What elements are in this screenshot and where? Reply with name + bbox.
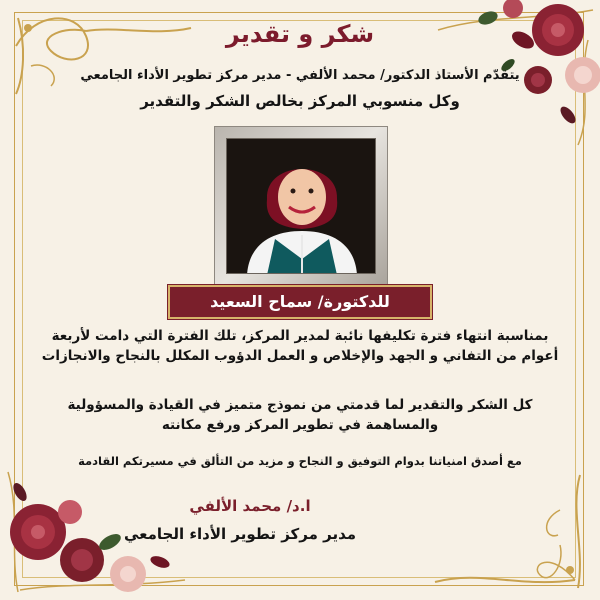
- portrait-illustration: [227, 139, 376, 274]
- portrait-photo: [226, 138, 376, 274]
- signature-name: ا.د/ محمد الألفي: [189, 497, 311, 515]
- wishes-line: مع أصدق امنياتنا بدوام التوفيق و النجاح و مزيد من التألق في مسيرتكم القادمة: [78, 454, 522, 468]
- honoree-name-banner: [168, 285, 432, 319]
- intro-line-1: يتقدّم الأستاذ الدكتور/ محمد الألفي - مدير مركز تطوير الأداء الجامعي: [80, 68, 520, 83]
- body-paragraph-1: بمناسبة انتهاء فترة تكليفها نائبة لمدير المركز، تلك الفترة التي دامت لأربعة أعوام من التفاني و الجهد والإخلاص و العمل الدؤوب المكلل بالنجاح والانجازات: [41, 328, 559, 364]
- portrait-frame: [214, 126, 388, 286]
- honoree-name: للدكتورة/ سماح السعيد: [210, 292, 390, 311]
- body-paragraph-2: كل الشكر والتقدير لما قدمتي من نموذج متميز في القيادة والمسؤولية والمساهمة في تطوير المركز ورفع مكانته: [67, 397, 533, 433]
- gold-flourish-bottom-right: [430, 470, 595, 595]
- certificate-title: شكر و تقدير: [225, 20, 375, 48]
- intro-line-2: وكل منسوبي المركز بخالص الشكر والتقدير: [140, 92, 460, 110]
- signature-title: مدير مركز تطوير الأداء الجامعي: [123, 525, 357, 543]
